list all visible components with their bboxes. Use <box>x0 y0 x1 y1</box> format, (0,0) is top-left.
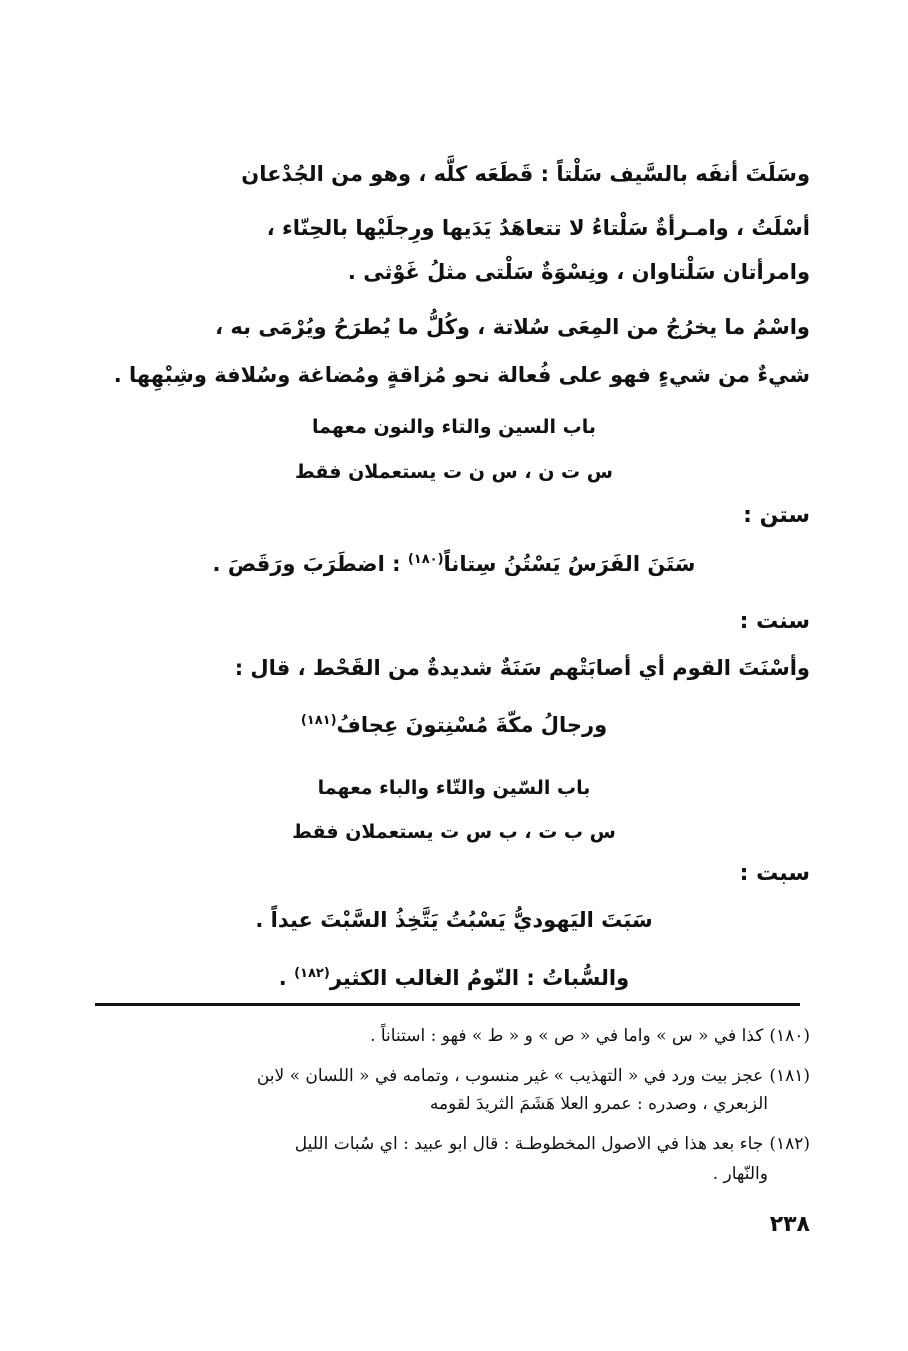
footnote-continuation: والنّهار . <box>712 1164 768 1184</box>
footnote-text: كذا في « س » واما في « ص » و « ط » فهو : استناناً . <box>370 1026 764 1046</box>
entry-text-after: : اضطَرَبَ ورَقَصَ . <box>212 552 408 576</box>
page-number: ٢٣٨ <box>769 1212 810 1237</box>
footnote-ref: (١٨١) <box>300 713 337 728</box>
footnote-ref: (١٨٢) <box>294 966 330 981</box>
entry-text <box>98 543 810 577</box>
footnote-number: (١٨١) <box>769 1066 810 1086</box>
entry-text-main: سَتَنَ الفَرَسُ يَسْتُنُ سِتاناً <box>443 552 696 576</box>
body-line: واسْمُ ما يخرُجُ من المِعَى سُلاتة ، وكُلُّ ما يُطرَحُ ويُرْمَى به ، <box>215 315 810 339</box>
footnote-divider <box>95 1003 800 1006</box>
section-title: باب السين والتاء والنون معهما <box>312 416 596 438</box>
footnote-continuation: الزبعري ، وصدره : عمرو العلا هَشَمَ الثريدَ لقومه <box>429 1094 768 1114</box>
section-subtitle: س ت ن ، س ن ت يستعملان فقط <box>295 461 613 483</box>
footnote <box>96 1063 810 1089</box>
body-text: والسُّباتُ : النّومُ الغالب الكثير <box>329 966 630 990</box>
body-line: سَبَتَ اليَهوديُّ يَسْبُتُ يَتَّخِذُ السَّبْتَ عيداً . <box>255 908 653 932</box>
body-text-after: . <box>278 966 295 990</box>
body-line: أسْلَتُ ، وامـرأةٌ سَلْتاءُ لا تتعاهَدُ يَدَيها ورِجلَيْها بالحِنّاء ، <box>266 216 810 240</box>
body-line: وأسْنَتَ القوم أي أصابَتْهم سَنَةٌ شديدةٌ من القَحْط ، قال : <box>234 656 810 680</box>
body-line: شيءٌ من شيءٍ فهو على فُعالة نحو مُزاقةٍ ومُضاغة وسُلافة وشِبْهِها . <box>113 363 810 387</box>
verse-line <box>98 704 810 738</box>
footnote-ref: (١٨٠) <box>407 552 444 567</box>
footnote-number: (١٨٢) <box>769 1134 810 1154</box>
footnote-text: جاء بعد هذا في الاصول المخطوطـة : قال ابو عبيد : اي سُبات الليل <box>294 1134 764 1154</box>
body-line <box>98 957 810 991</box>
entry-heading: سبت : <box>739 861 810 886</box>
entry-heading: سنت : <box>739 609 810 634</box>
body-line: وامرأتان سَلْتاوان ، ونِسْوَةٌ سَلْتى مثلُ غَوْثى . <box>347 260 810 284</box>
section-subtitle: س ب ت ، ب س ت يستعملان فقط <box>292 821 616 843</box>
verse-text: ورجالُ مكّةَ مُسْنِتونَ عِجافُ <box>336 713 608 737</box>
body-line: وسَلَتَ أنفَه بالسَّيف سَلْتاً : قَطَعَه كلَّه ، وهو من الجُدْعان <box>241 162 810 186</box>
entry-heading: ستن : <box>743 503 810 528</box>
footnote-number: (١٨٠) <box>769 1026 810 1046</box>
section-title: باب السّين والتّاء والباء معهما <box>317 777 591 799</box>
footnote <box>96 1023 810 1049</box>
footnote-text: عجز بيت ورد في « التهذيب » غير منسوب ، وتمامه في « اللسان » لابن <box>256 1066 764 1086</box>
footnote <box>96 1131 810 1157</box>
